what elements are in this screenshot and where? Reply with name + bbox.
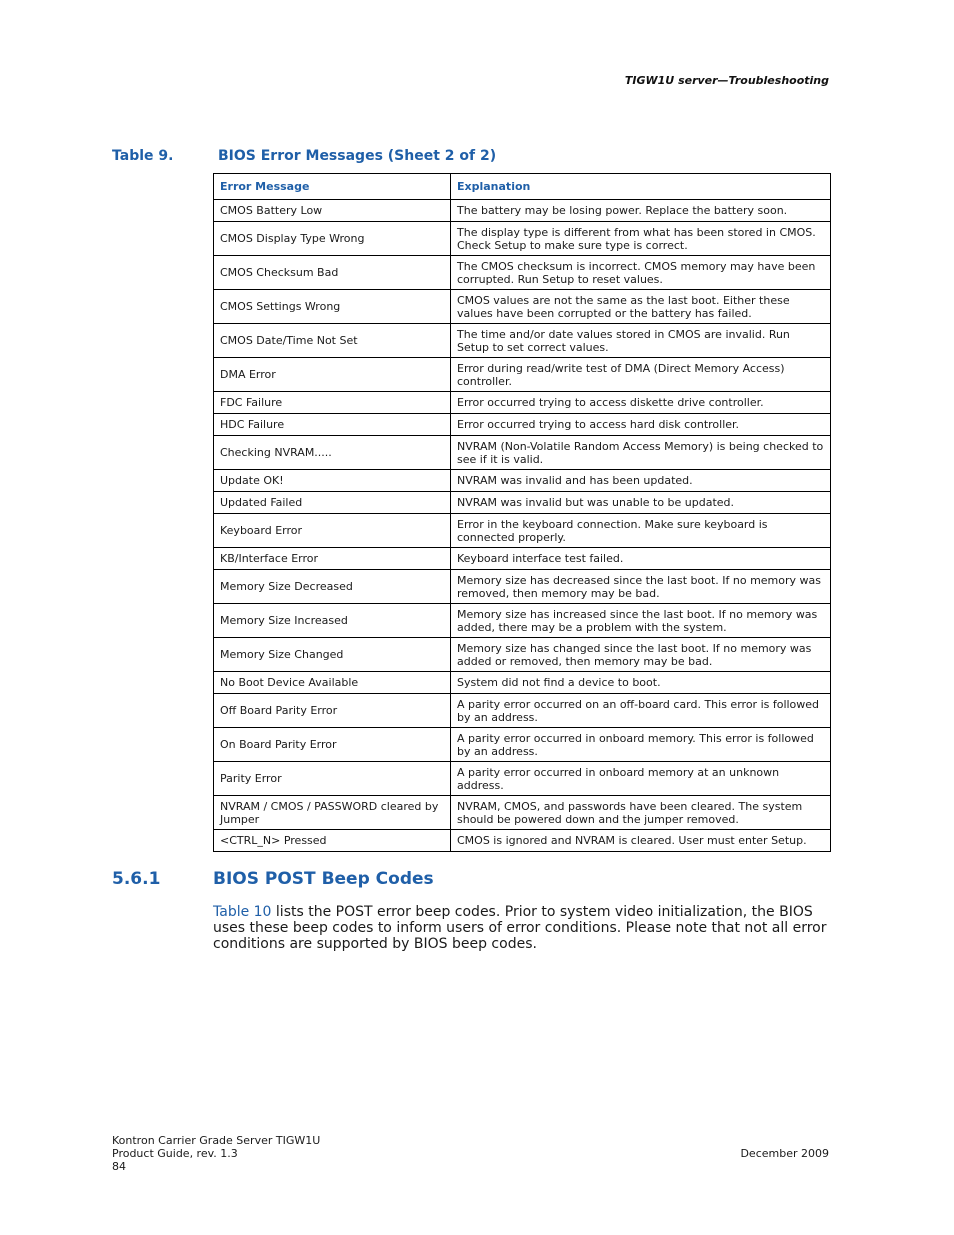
table-row bbox=[214, 672, 831, 694]
section-number: 5.6.1 bbox=[112, 869, 161, 889]
explanation-cell: Keyboard interface test failed. bbox=[451, 548, 831, 570]
table-row bbox=[214, 728, 831, 762]
explanation-cell: The CMOS checksum is incorrect. CMOS memory may have been corrupted. Run Setup to reset values. bbox=[451, 256, 831, 290]
table-row bbox=[214, 492, 831, 514]
section-title: BIOS POST Beep Codes bbox=[213, 869, 434, 889]
footer-left bbox=[112, 1134, 320, 1173]
explanation-cell: Memory size has decreased since the last boot. If no memory was removed, then memory may be bad. bbox=[451, 570, 831, 604]
explanation-cell: The battery may be losing power. Replace the battery soon. bbox=[451, 200, 831, 222]
table-row bbox=[214, 358, 831, 392]
table-row bbox=[214, 436, 831, 470]
explanation-cell: System did not find a device to boot. bbox=[451, 672, 831, 694]
table-row bbox=[214, 392, 831, 414]
table-header-row bbox=[214, 174, 831, 200]
table-caption bbox=[112, 148, 496, 164]
footer-product: Kontron Carrier Grade Server TIGW1U bbox=[112, 1134, 321, 1147]
error-message-cell: Off Board Parity Error bbox=[214, 694, 451, 728]
error-message-cell: On Board Parity Error bbox=[214, 728, 451, 762]
error-message-cell: No Boot Device Available bbox=[214, 672, 451, 694]
column-header-error-message: Error Message bbox=[214, 174, 451, 200]
error-message-cell: Updated Failed bbox=[214, 492, 451, 514]
error-message-cell: Parity Error bbox=[214, 762, 451, 796]
error-message-cell: <CTRL_N> Pressed bbox=[214, 830, 451, 852]
page-number: 84 bbox=[112, 1160, 126, 1173]
section-heading bbox=[112, 869, 434, 889]
table-row bbox=[214, 796, 831, 830]
error-message-cell: Update OK! bbox=[214, 470, 451, 492]
explanation-cell: A parity error occurred on an off-board card. This error is followed by an address. bbox=[451, 694, 831, 728]
error-message-cell: Memory Size Changed bbox=[214, 638, 451, 672]
explanation-cell: Error occurred trying to access hard disk controller. bbox=[451, 414, 831, 436]
explanation-cell: NVRAM was invalid and has been updated. bbox=[451, 470, 831, 492]
error-message-cell: FDC Failure bbox=[214, 392, 451, 414]
error-message-cell: Memory Size Decreased bbox=[214, 570, 451, 604]
table-body bbox=[214, 200, 831, 852]
table-row bbox=[214, 570, 831, 604]
body-paragraph bbox=[213, 904, 833, 952]
error-message-cell: KB/Interface Error bbox=[214, 548, 451, 570]
error-message-cell: NVRAM / CMOS / PASSWORD cleared by Jumper bbox=[214, 796, 451, 830]
table-caption-number: Table 9. bbox=[112, 148, 174, 164]
explanation-cell: Error during read/write test of DMA (Direct Memory Access) controller. bbox=[451, 358, 831, 392]
error-message-cell: CMOS Date/Time Not Set bbox=[214, 324, 451, 358]
explanation-cell: A parity error occurred in onboard memory at an unknown address. bbox=[451, 762, 831, 796]
table-row bbox=[214, 548, 831, 570]
explanation-cell: A parity error occurred in onboard memory. This error is followed by an address. bbox=[451, 728, 831, 762]
running-header: TIGW1U server—Troubleshooting bbox=[624, 74, 829, 87]
explanation-cell: CMOS is ignored and NVRAM is cleared. User must enter Setup. bbox=[451, 830, 831, 852]
error-message-cell: CMOS Battery Low bbox=[214, 200, 451, 222]
table-row bbox=[214, 324, 831, 358]
error-message-cell: HDC Failure bbox=[214, 414, 451, 436]
table-row bbox=[214, 222, 831, 256]
footer-date: December 2009 bbox=[740, 1147, 829, 1160]
bios-error-table bbox=[213, 173, 831, 852]
error-message-cell: CMOS Checksum Bad bbox=[214, 256, 451, 290]
table-row bbox=[214, 256, 831, 290]
error-message-cell: DMA Error bbox=[214, 358, 451, 392]
table-caption-title: BIOS Error Messages (Sheet 2 of 2) bbox=[218, 148, 497, 164]
explanation-cell: NVRAM, CMOS, and passwords have been cleared. The system should be powered down and the jumper removed. bbox=[451, 796, 831, 830]
explanation-cell: Error occurred trying to access diskette drive controller. bbox=[451, 392, 831, 414]
table-row bbox=[214, 414, 831, 436]
table-row bbox=[214, 638, 831, 672]
error-message-cell: Checking NVRAM..... bbox=[214, 436, 451, 470]
table-row bbox=[214, 290, 831, 324]
column-header-explanation: Explanation bbox=[451, 174, 831, 200]
table-row bbox=[214, 694, 831, 728]
paragraph-text: lists the POST error beep codes. Prior to system video initialization, the BIOS uses these beep codes to inform users of error conditions. Please note that not all error conditions are supported by BIOS beep codes. bbox=[213, 904, 827, 952]
footer-guide: Product Guide, rev. 1.3 bbox=[112, 1147, 238, 1160]
table-row bbox=[214, 514, 831, 548]
explanation-cell: Memory size has increased since the last boot. If no memory was added, there may be a problem with the system. bbox=[451, 604, 831, 638]
table-row bbox=[214, 830, 831, 852]
explanation-cell: The display type is different from what has been stored in CMOS. Check Setup to make sure type is correct. bbox=[451, 222, 831, 256]
table-row bbox=[214, 470, 831, 492]
table-10-link[interactable]: Table 10 bbox=[213, 904, 272, 920]
error-message-cell: Memory Size Increased bbox=[214, 604, 451, 638]
table-row bbox=[214, 604, 831, 638]
explanation-cell: Memory size has changed since the last boot. If no memory was added or removed, then memory may be bad. bbox=[451, 638, 831, 672]
table-row bbox=[214, 762, 831, 796]
explanation-cell: CMOS values are not the same as the last boot. Either these values have been corrupted or the battery has failed. bbox=[451, 290, 831, 324]
explanation-cell: NVRAM (Non-Volatile Random Access Memory) is being checked to see if it is valid. bbox=[451, 436, 831, 470]
explanation-cell: The time and/or date values stored in CMOS are invalid. Run Setup to set correct values. bbox=[451, 324, 831, 358]
explanation-cell: Error in the keyboard connection. Make sure keyboard is connected properly. bbox=[451, 514, 831, 548]
error-message-cell: CMOS Settings Wrong bbox=[214, 290, 451, 324]
table-row bbox=[214, 200, 831, 222]
error-message-cell: Keyboard Error bbox=[214, 514, 451, 548]
error-message-cell: CMOS Display Type Wrong bbox=[214, 222, 451, 256]
explanation-cell: NVRAM was invalid but was unable to be updated. bbox=[451, 492, 831, 514]
